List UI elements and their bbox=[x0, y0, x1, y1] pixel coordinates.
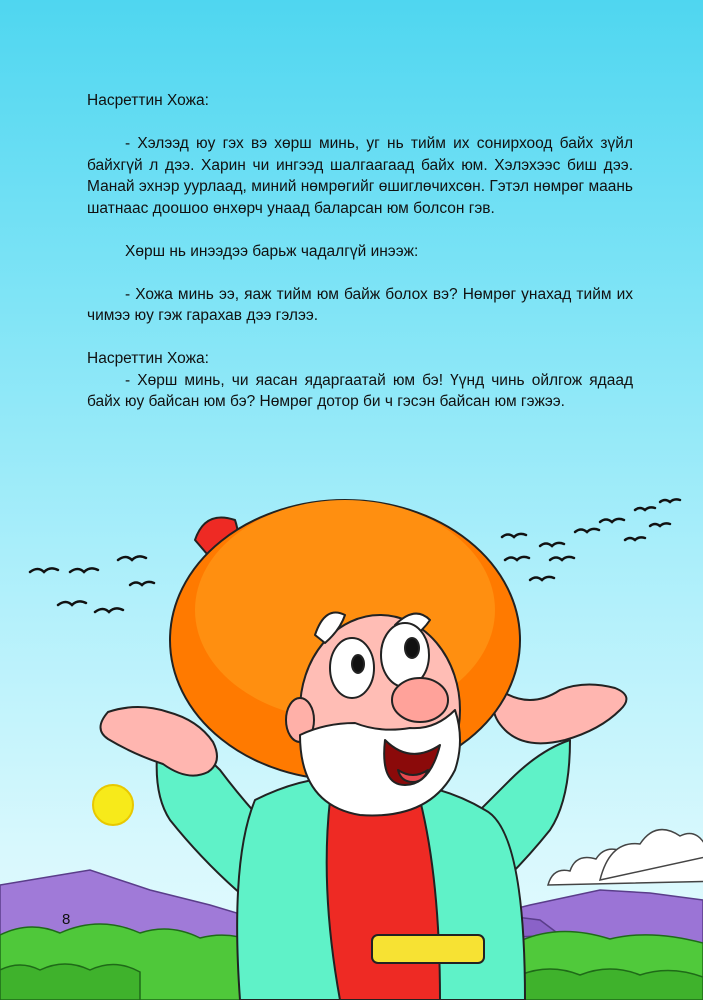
dialogue-paragraph: - Хэлээд юу гэх вэ хөрш минь, уг нь тийм их сонирхоод байх зүйл байхгүй л дээ. Харин чи ингээд шалгаагаад байх юм. Хэлэхээс биш дээ. Манай эхнэр уурлаад, миний нөмрөгийг өшиглөчихсөн. Гэтэл нөмрөг маань шатнаас доошоо өнхөрч унаад баларсан юм болсон гэв. bbox=[87, 135, 633, 217]
dialogue-paragraph: - Хожа минь ээ, яаж тийм юм байж болох вэ? Нөмрөг унахад тийм их чимээ юу гэж гарахав дээ гэлээ. bbox=[87, 285, 633, 324]
dialogue-paragraph: - Хөрш минь, чи яасан ядаргаатай юм бэ! Үүнд чинь ойлгож ядаад байх юу байсан юм бэ? Нөмрөг дотор би ч гэсэн байсан юм гэжээ. bbox=[87, 371, 633, 410]
cloud-icon bbox=[548, 830, 703, 885]
speaker-label: Насреттин Хожа: bbox=[87, 92, 209, 109]
sun-icon bbox=[93, 785, 133, 825]
narration-paragraph: Хөрш нь инээдээ барьж чадалгүй инээж: bbox=[125, 242, 419, 260]
speaker-label: Насреттин Хожа: bbox=[87, 350, 209, 367]
page-number: 8 bbox=[62, 911, 71, 928]
story-text bbox=[87, 90, 633, 413]
